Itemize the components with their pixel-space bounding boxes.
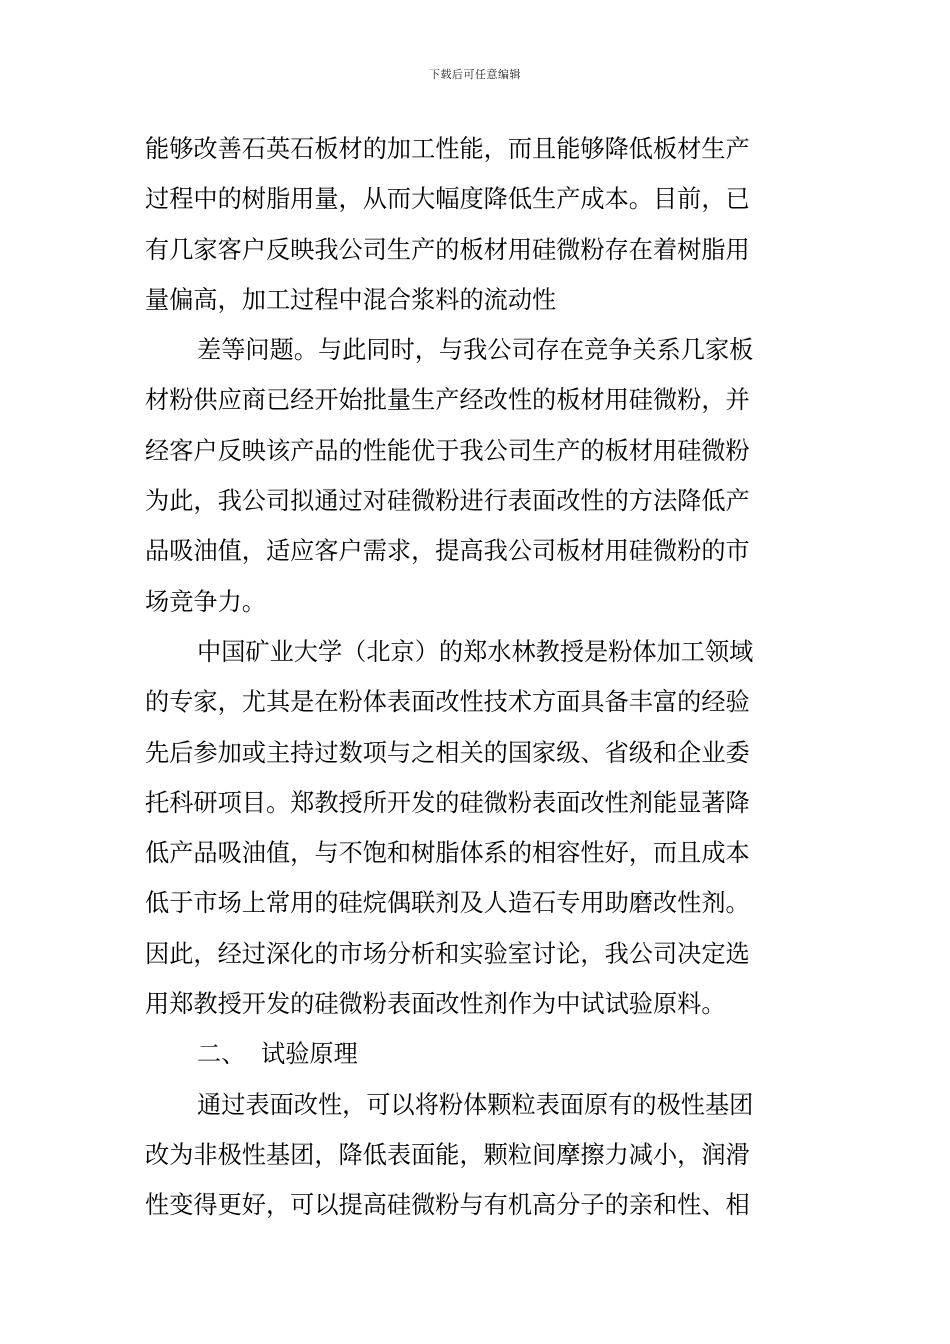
text-line: 能够改善石英石板材的加工性能，而且能够降低板材生产: [145, 135, 750, 163]
section-heading: [145, 1029, 810, 1079]
text-line: 用郑教授开发的硅微粉表面改性剂作为中试试验原料。: [145, 990, 726, 1019]
paragraph-first-line: 中国矿业大学（北京）的郑水林教授是粉体加工领域: [197, 637, 754, 666]
paragraph-first-line: 差等问题。与此同时，与我公司存在竞争关系几家板: [197, 336, 754, 365]
text-line: 的专家，尤其是在粉体表面改性技术方面具备丰富的经验: [145, 688, 750, 717]
section-number: 二、: [197, 1040, 246, 1069]
document-body: [145, 124, 810, 1231]
text-line: 材粉供应商已经开始批量生产经改性的板材用硅微粉，并: [145, 386, 750, 415]
text-line: 托科研项目。郑教授所开发的硅微粉表面改性剂能显著降: [145, 788, 750, 817]
text-line: 先后参加或主持过数项与之相关的国家级、省级和企业委: [145, 738, 750, 767]
section-title: 试验原理: [261, 1040, 358, 1069]
page-header: 下载后可任意编辑: [429, 68, 521, 81]
text-line: 过程中的树脂用量，从而大幅度降低生产成本。目前，已: [145, 185, 750, 214]
text-line: 场竞争力。: [145, 587, 266, 616]
text-line: 有几家客户反映我公司生产的板材用硅微粉存在着树脂用: [145, 235, 750, 264]
text-line: 性变得更好，可以提高硅微粉与有机高分子的亲和性、相: [145, 1191, 750, 1220]
text-line: 因此，经过深化的市场分析和实验室讨论，我公司决定选: [145, 939, 750, 968]
text-line: 量偏高，加工过程中混合浆料的流动性: [145, 285, 557, 314]
text-line: 经客户反映该产品的性能优于我公司生产的板材用硅微粉: [145, 436, 750, 465]
text-line: 低产品吸油值，与不饱和树脂体系的相容性好，而且成本: [145, 839, 750, 868]
paragraph-first-line: 通过表面改性，可以将粉体颗粒表面原有的极性基团: [197, 1090, 754, 1119]
text-line: 为此，我公司拟通过对硅微粉进行表面改性的方法降低产: [145, 487, 750, 516]
text-line: 品吸油值，适应客户需求，提高我公司板材用硅微粉的市: [145, 537, 750, 566]
text-line: 低于市场上常用的硅烷偶联剂及人造石专用助磨改性剂。: [145, 889, 750, 918]
text-line: 改为非极性基团，降低表面能，颗粒间摩擦力减小，润滑: [145, 1140, 750, 1169]
